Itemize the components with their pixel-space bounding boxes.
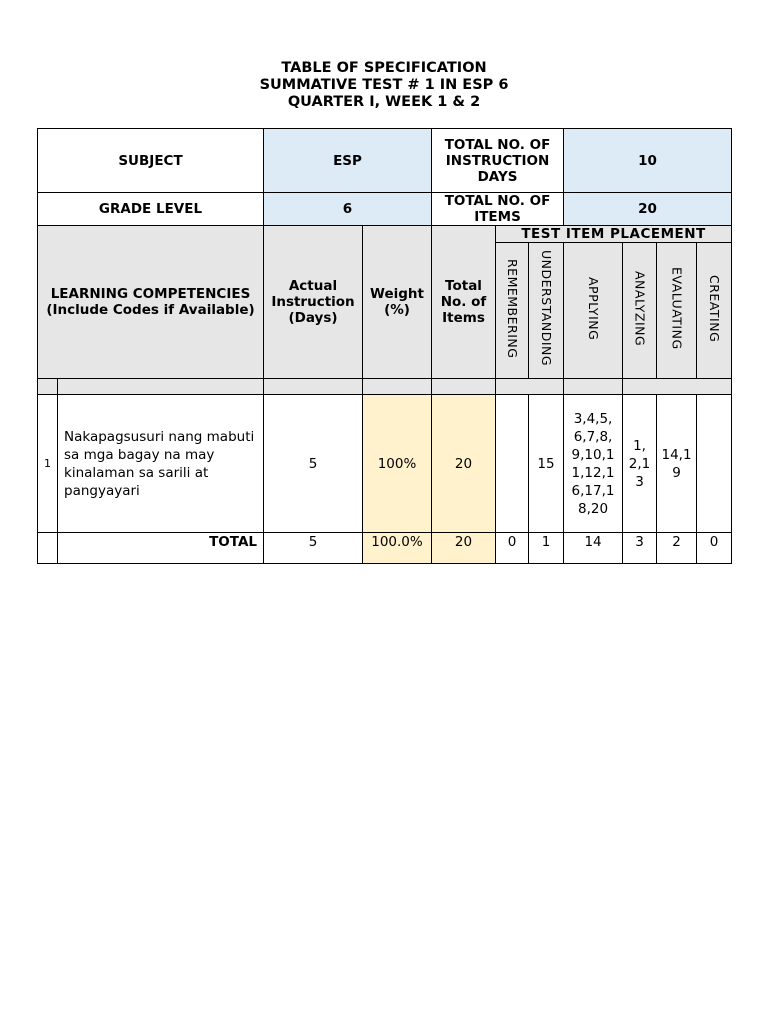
total-items-label: TOTAL NO. OF ITEMS [432, 193, 564, 226]
total-label: TOTAL [58, 533, 264, 564]
instruction-days-value: 10 [564, 129, 732, 193]
total-items-header: Total No. of Items [432, 226, 496, 379]
total-understanding: 1 [529, 533, 564, 564]
total-analyzing: 3 [623, 533, 657, 564]
row-creating [697, 395, 732, 533]
grade-level-label: GRADE LEVEL [38, 193, 264, 226]
grade-level-value: 6 [264, 193, 432, 226]
total-creating: 0 [697, 533, 732, 564]
specification-table [37, 128, 732, 564]
total-weight: 100.0% [363, 533, 432, 564]
row-applying: 3,4,5,6,7,8,9,10,11,12,16,17,18,20 [564, 395, 623, 533]
remembering-header: REMEMBERING [505, 258, 520, 359]
row-weight: 100% [363, 395, 432, 533]
total-evaluating: 2 [657, 533, 697, 564]
row-items: 20 [432, 395, 496, 533]
test-item-placement-header: TEST ITEM PLACEMENT [496, 226, 732, 243]
total-applying: 14 [564, 533, 623, 564]
document-title-line1: TABLE OF SPECIFICATION [281, 60, 487, 76]
row-understanding: 15 [529, 395, 564, 533]
subject-value: ESP [264, 129, 432, 193]
row-analyzing: 1,2,13 [623, 395, 657, 533]
understanding-header: UNDERSTANDING [539, 250, 555, 367]
row-remembering [496, 395, 529, 533]
subject-label: SUBJECT [38, 129, 264, 193]
table-row [38, 395, 732, 533]
evaluating-header: EVALUATING [669, 267, 685, 350]
total-remembering: 0 [496, 533, 529, 564]
analyzing-header: ANALYZING [632, 270, 648, 347]
row-number: 1 [38, 395, 58, 533]
applying-header: APPLYING [586, 276, 602, 341]
creating-header: CREATING [707, 274, 723, 343]
row-days: 5 [264, 395, 363, 533]
total-items: 20 [432, 533, 496, 564]
instruction-days-label: TOTAL NO. OF INSTRUCTION DAYS [432, 129, 564, 193]
document-title-line3: QUARTER I, WEEK 1 & 2 [287, 94, 481, 110]
weight-header: Weight (%) [363, 226, 432, 379]
competencies-header: LEARNING COMPETENCIES (Include Codes if Available) [38, 226, 264, 379]
row-evaluating: 14,19 [657, 395, 697, 533]
document-title-line2: SUMMATIVE TEST # 1 IN ESP 6 [259, 77, 509, 93]
total-row [38, 533, 732, 564]
total-items-value: 20 [564, 193, 732, 226]
total-days: 5 [264, 533, 363, 564]
actual-days-header: Actual Instruction (Days) [264, 226, 363, 379]
spacer-row [38, 379, 732, 395]
competency-text: Nakapagsusuri nang mabuti sa mga bagay na may kinalaman sa sarili at pangyayari [58, 395, 264, 533]
